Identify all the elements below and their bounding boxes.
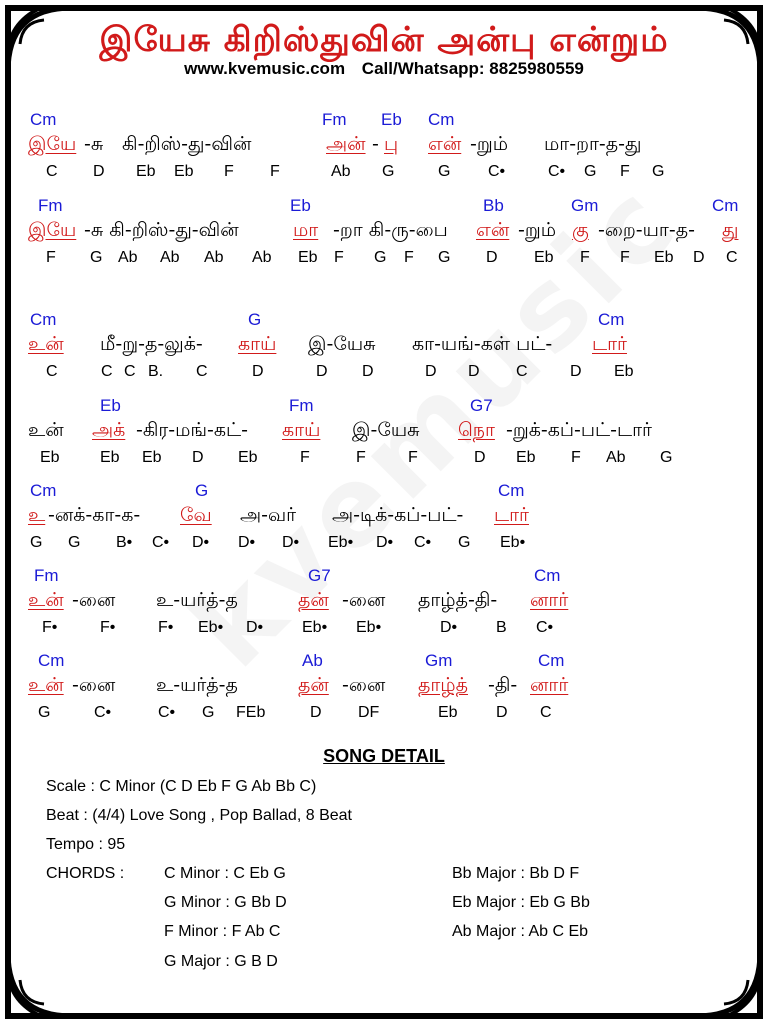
tempo-text: Tempo : 95 (46, 836, 126, 853)
note-label: G (438, 163, 451, 180)
song-title: இயேசு கிறிஸ்துவின் அன்பு என்றும் (99, 20, 669, 60)
chord-label: G (195, 481, 209, 500)
corner-ornament-bottom-right (696, 952, 760, 1016)
website-text: www.kvemusic.com (184, 59, 346, 78)
lyric-syllable: -னக்-கா-க- (48, 504, 141, 526)
highlighted-syllable: காய் (238, 333, 277, 355)
note-label: G (202, 704, 215, 721)
chord-label: Cm (38, 651, 65, 670)
note-label: G (458, 534, 471, 551)
lyric-syllable-highlight (428, 131, 461, 157)
chord-label: Cm (534, 566, 561, 585)
note-label: Ab (252, 249, 272, 266)
lyric-syllable-highlight (530, 672, 568, 698)
note-label: F (404, 249, 414, 266)
chord-f-minor: F Minor : F Ab C (164, 923, 281, 940)
highlighted-syllable: தாழ்த் (418, 674, 468, 696)
chord-label: Cm (428, 110, 455, 129)
note-label: D• (440, 619, 458, 636)
chord-label: Ab (302, 651, 323, 670)
note-label: D (252, 363, 264, 380)
highlighted-syllable: இயே (28, 219, 77, 241)
note-label: F (270, 163, 280, 180)
highlighted-syllable: மா (293, 219, 319, 241)
lyric-syllable: -னை (342, 589, 386, 611)
lyric-syllable: -றும் (518, 219, 557, 241)
note-label: G (374, 249, 387, 266)
lyric-syllable: உ-யர்த்-த (156, 674, 238, 696)
lyric-syllable: - (372, 133, 379, 155)
chord-label: Eb (100, 396, 121, 415)
note-label: C (726, 249, 738, 266)
note-label: C (101, 363, 113, 380)
note-label: B. (148, 363, 164, 380)
note-label: C (516, 363, 528, 380)
chord-label: Gm (571, 196, 599, 215)
lyric-syllable-highlight (384, 131, 398, 157)
chord-label: Gm (425, 651, 453, 670)
note-label: C• (158, 704, 176, 721)
highlighted-syllable: டார் (592, 333, 627, 355)
chord-label: Cm (30, 481, 57, 500)
note-label: C (46, 163, 58, 180)
highlighted-syllable: தன் (298, 674, 329, 696)
highlighted-syllable: கு (572, 219, 589, 241)
lyric-syllable: -னை (342, 674, 386, 696)
lyric-syllable-highlight (298, 672, 329, 698)
note-label: F (46, 249, 56, 266)
note-label: C (196, 363, 208, 380)
song-detail-heading: SONG DETAIL (323, 746, 445, 766)
note-label: D• (192, 534, 210, 551)
lyric-syllable: கி-றிஸ்-து-வின் (122, 133, 252, 155)
highlighted-syllable: நொ (458, 419, 495, 441)
note-label: D (316, 363, 328, 380)
lyric-syllable: -தி- (488, 674, 518, 696)
corner-ornament-bottom-left (8, 952, 72, 1016)
highlighted-syllable: உன் (28, 674, 64, 696)
note-label: C• (488, 163, 506, 180)
chord-label: Eb (290, 196, 311, 215)
note-label: DF (358, 704, 380, 721)
scale-text: Scale : C Minor (C D Eb F G Ab Bb C) (46, 778, 317, 795)
lyric-syllable: கா-யங்-கள் பட்- (412, 333, 553, 355)
note-label: Ab (606, 449, 626, 466)
note-label: G (438, 249, 451, 266)
note-label: F (620, 249, 630, 266)
note-label: Eb• (328, 534, 354, 551)
highlighted-syllable: தன் (298, 589, 329, 611)
chord-bb-major: Bb Major : Bb D F (452, 865, 580, 882)
note-label: C• (536, 619, 554, 636)
lyric-syllable-highlight (92, 417, 125, 443)
note-label: G (68, 534, 81, 551)
note-label: C• (152, 534, 170, 551)
note-label: Eb (100, 449, 120, 466)
note-label: Eb (516, 449, 536, 466)
highlighted-syllable: உன் (28, 333, 64, 355)
note-label: F (334, 249, 344, 266)
note-label: G (652, 163, 665, 180)
lyric-syllable: -றா கி-ரு-பை (333, 219, 448, 241)
lyric-syllable-highlight (476, 217, 509, 243)
note-label: Ab (160, 249, 180, 266)
lyric-syllable: அ-வர் (240, 504, 297, 526)
chord-label: Cm (30, 110, 57, 129)
note-label: D (192, 449, 204, 466)
note-label: F (224, 163, 234, 180)
lyric-syllable-highlight (722, 217, 738, 243)
note-label: Eb• (302, 619, 328, 636)
note-label: F (356, 449, 366, 466)
chord-label: Eb (381, 110, 402, 129)
chord-label: Cm (498, 481, 525, 500)
note-label: D• (238, 534, 256, 551)
note-label: Eb (298, 249, 318, 266)
note-label: C (124, 363, 136, 380)
lyric-syllable-highlight (28, 502, 45, 528)
lyric-syllable-highlight (298, 587, 329, 613)
lyric-syllable: -னை (72, 674, 116, 696)
highlighted-syllable: அன் (326, 133, 366, 155)
note-label: D (570, 363, 582, 380)
lyric-syllable: உ-யர்த்-த (156, 589, 238, 611)
highlighted-syllable: து (722, 219, 739, 241)
note-label: Ab (118, 249, 138, 266)
note-label: F (408, 449, 418, 466)
chord-label: Cm (538, 651, 565, 670)
note-label: C (46, 363, 58, 380)
chord-label: Cm (598, 310, 625, 329)
lyric-syllable: -றை-யா-த- (598, 219, 695, 241)
note-label: D• (282, 534, 300, 551)
chord-label: G7 (470, 396, 493, 415)
note-label: Eb (40, 449, 60, 466)
note-label: Eb• (500, 534, 526, 551)
lyric-syllable: தாழ்த்-தி- (418, 589, 498, 611)
lyric-syllable: அ-டிக்-கப்-பட்- (332, 504, 464, 526)
chord-label: Fm (322, 110, 347, 129)
phone-text: Call/Whatsapp: 8825980559 (361, 59, 584, 78)
lyric-syllable-highlight (282, 417, 320, 443)
chord-g-minor: G Minor : G Bb D (164, 894, 287, 911)
highlighted-syllable: என் (476, 219, 510, 241)
chord-c-minor: C Minor : C Eb G (164, 865, 286, 882)
chord-label: Cm (712, 196, 739, 215)
highlighted-syllable: பு (384, 133, 399, 155)
lyric-syllable: -னை (72, 589, 116, 611)
note-label: G (38, 704, 51, 721)
beat-text: Beat : (4/4) Love Song , Pop Ballad, 8 Beat (46, 807, 352, 824)
lyric-syllable: உன் (28, 419, 64, 441)
chord-label: Bb (483, 196, 504, 215)
lyric-syllable-highlight (494, 502, 529, 528)
note-label: B (496, 619, 507, 636)
note-label: D• (246, 619, 264, 636)
note-label: Eb (438, 704, 458, 721)
note-label: G (584, 163, 597, 180)
note-label: Eb• (356, 619, 382, 636)
lyric-syllable: இ-யேசு (308, 333, 376, 355)
note-label: F• (100, 619, 116, 636)
lyric-syllable-highlight (238, 331, 276, 357)
lyric-syllable-highlight (592, 331, 627, 357)
highlighted-syllable: என் (428, 133, 462, 155)
note-label: F (580, 249, 590, 266)
note-label: C (540, 704, 552, 721)
chord-label: G7 (308, 566, 331, 585)
note-label: Ab (331, 163, 351, 180)
note-label: F (300, 449, 310, 466)
lyric-syllable-highlight (180, 502, 212, 528)
lyric-syllable-highlight (28, 587, 64, 613)
note-label: FEb (236, 704, 266, 721)
note-label: D (486, 249, 498, 266)
note-label: Eb (654, 249, 674, 266)
note-label: Eb (614, 363, 634, 380)
highlighted-syllable: னார் (530, 674, 569, 696)
note-label: D• (376, 534, 394, 551)
lyric-syllable-highlight (458, 417, 495, 443)
chord-label: G (248, 310, 262, 329)
note-label: D (310, 704, 322, 721)
note-label: G (90, 249, 103, 266)
note-label: F• (42, 619, 58, 636)
lyric-syllable-highlight (326, 131, 366, 157)
lyric-syllable: -றுக்-கப்-பட்-டார் (506, 419, 652, 441)
lyric-syllable: மீ-று-த-லுக்- (100, 333, 203, 355)
highlighted-syllable: உன் (28, 589, 64, 611)
lyric-syllable: -றும் (470, 133, 509, 155)
note-label: D (93, 163, 105, 180)
note-label: C• (414, 534, 432, 551)
chords-label: CHORDS : (46, 865, 125, 882)
highlighted-syllable: உ (28, 504, 46, 526)
note-label: F (620, 163, 630, 180)
note-label: D (425, 363, 437, 380)
highlighted-syllable: டார் (494, 504, 529, 526)
lyric-syllable: இ-யேசு (352, 419, 420, 441)
highlighted-syllable: னார் (530, 589, 569, 611)
note-label: D (496, 704, 508, 721)
note-label: Eb (238, 449, 258, 466)
lyric-syllable-highlight (293, 217, 318, 243)
chord-ab-major: Ab Major : Ab C Eb (452, 923, 589, 940)
note-label: D (362, 363, 374, 380)
note-label: G (660, 449, 673, 466)
note-label: Eb• (198, 619, 224, 636)
lyric-syllable-highlight (418, 672, 468, 698)
lyric-syllable-highlight (572, 217, 589, 243)
contact-line (0, 58, 768, 80)
note-label: G (382, 163, 395, 180)
note-label: Eb (136, 163, 156, 180)
note-label: Eb (534, 249, 554, 266)
lyric-syllable: -சு (84, 133, 104, 155)
lyric-syllable-highlight (28, 331, 64, 357)
note-label: C• (548, 163, 566, 180)
lyric-syllable: -கிர-மங்-கட்- (136, 419, 249, 441)
lyric-syllable: மா-றா-த-து (544, 133, 642, 155)
highlighted-syllable: வே (180, 504, 212, 526)
note-label: C• (94, 704, 112, 721)
note-label: Ab (204, 249, 224, 266)
lyric-syllable-highlight (28, 131, 76, 157)
note-label: B• (116, 534, 133, 551)
lyric-syllable-highlight (28, 672, 64, 698)
highlighted-syllable: காய் (282, 419, 321, 441)
note-label: Eb (174, 163, 194, 180)
chord-g-major: G Major : G B D (164, 953, 278, 970)
chord-label: Fm (289, 396, 314, 415)
chord-label: Cm (30, 310, 57, 329)
note-label: F (571, 449, 581, 466)
note-label: D (693, 249, 705, 266)
highlighted-syllable: அக் (92, 419, 126, 441)
lyric-syllable: -சு கி-றிஸ்-து-வின் (84, 219, 239, 241)
chord-eb-major: Eb Major : Eb G Bb (452, 894, 590, 911)
note-label: D (474, 449, 486, 466)
note-label: Eb (142, 449, 162, 466)
chord-label: Fm (34, 566, 59, 585)
chord-label: Fm (38, 196, 63, 215)
note-label: F• (158, 619, 174, 636)
note-label: G (30, 534, 43, 551)
note-label: D (468, 363, 480, 380)
highlighted-syllable: இயே (28, 133, 77, 155)
lyric-syllable-highlight (28, 217, 76, 243)
lyric-syllable-highlight (530, 587, 568, 613)
